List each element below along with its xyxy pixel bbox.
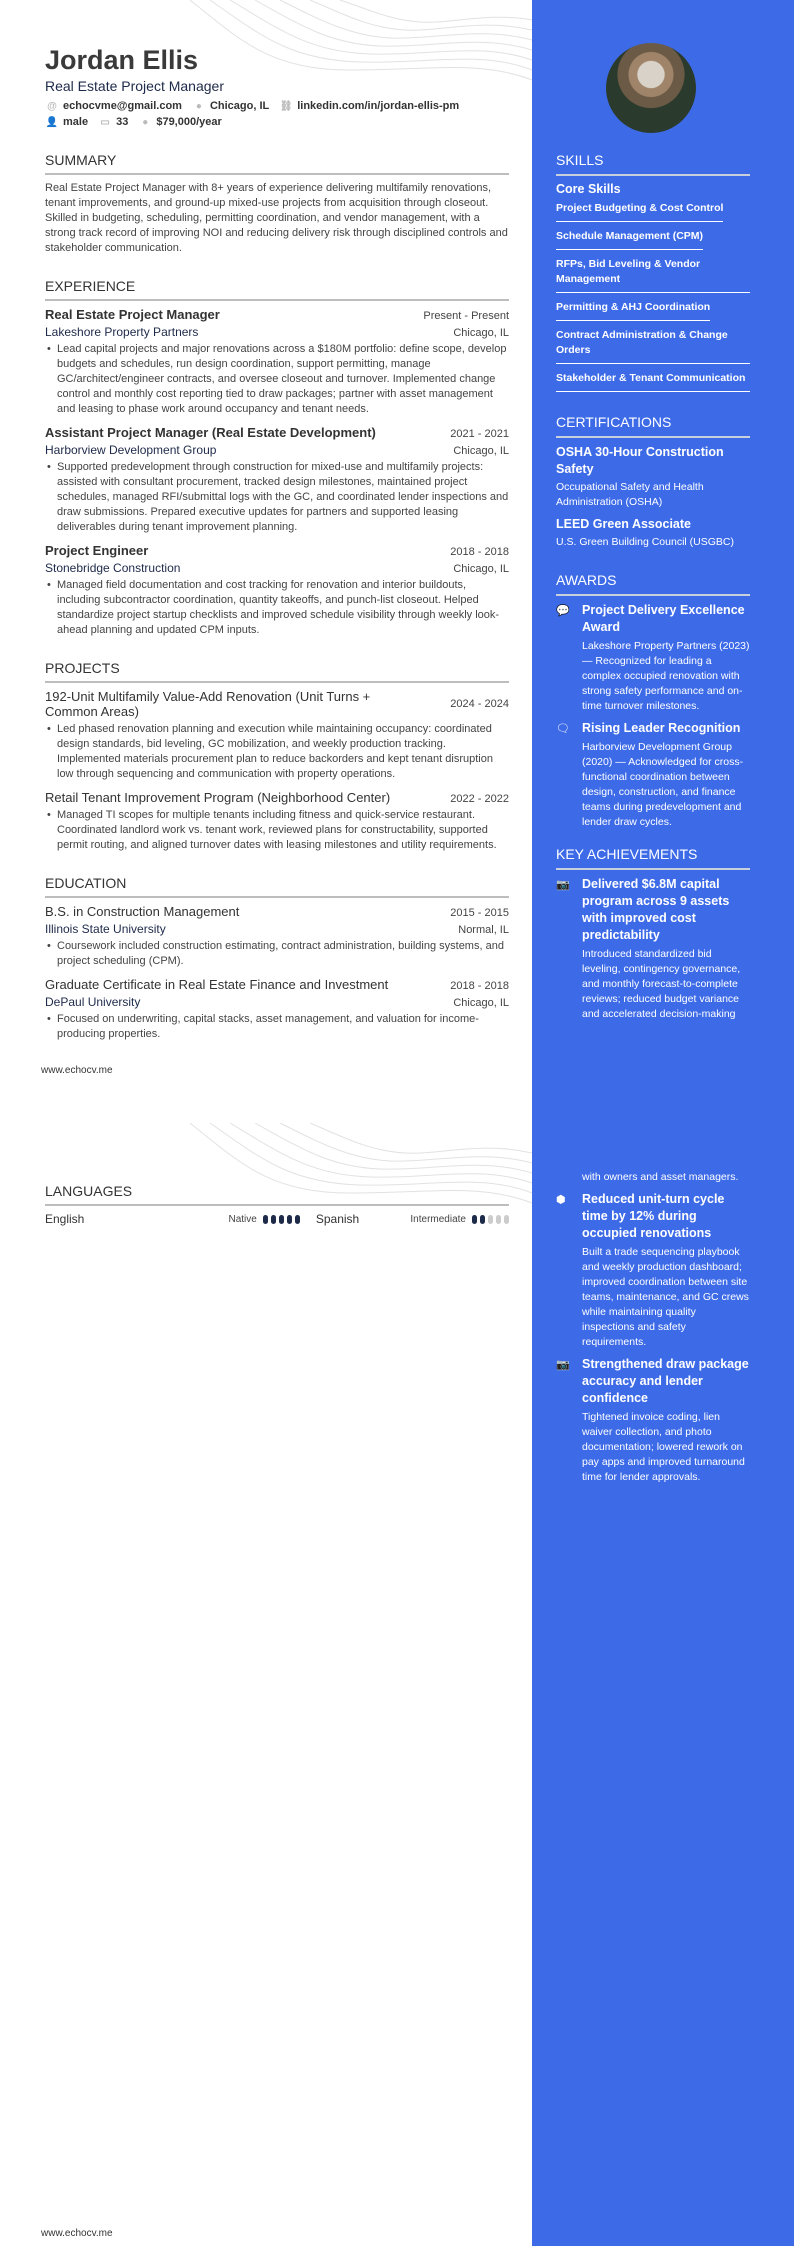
contact-row-1 [45, 100, 509, 112]
school-location: Chicago, IL [453, 997, 509, 1009]
job-bullet: • Lead capital projects and major renovations across a $180M portfolio: define scope, develop budgets and schedules, run design coordination, support permitting, manage GC/architect/engineer contracts, and oversee closeout and turnover. Implemented change control and monthly cost reporting tied to draw packages; partner with asset management and leasing to phase work around occupancy and tenant needs. [45, 342, 509, 417]
project-bullet: • Led phased renovation planning and execution while maintaining occupancy: coordinated design standards, bid leveling, GC mobilization, and weekly production tracking. Implemented materials procurement plan to reduce backorders and kept tenant disruption low through sequencing and communication with property operations. [45, 722, 509, 782]
rating-dot [480, 1215, 485, 1224]
cert-org: Occupational Safety and Health Administration (OSHA) [556, 481, 704, 508]
job-location: Chicago, IL [453, 327, 509, 339]
job-title: Real Estate Project Manager [45, 307, 220, 322]
rating-dot [271, 1215, 276, 1224]
achievement-desc: Built a trade sequencing playbook and weekly production dashboard; improved coordination between site teams, maintenance, and GC crews while maintaining quality inspections and safety requirements. [582, 1246, 749, 1348]
experience-entry [45, 307, 509, 417]
chat-bubble-icon: 🗨 [556, 723, 570, 735]
at-icon: @ [47, 100, 57, 112]
language-rating [263, 1215, 300, 1224]
award-desc: Lakeshore Property Partners (2023) — Recognized for leading a complex occupied renovation with strong safety performance and on-time turnover milestones. [582, 640, 750, 712]
skills-list [556, 198, 750, 396]
salary: $79,000/year [156, 116, 222, 128]
experience-entry [45, 425, 509, 535]
camera-icon: 📷 [556, 1359, 570, 1371]
calendar-icon: ▭ [100, 116, 110, 128]
company: Harborview Development Group [45, 443, 217, 457]
certifications-section [556, 414, 750, 550]
achievements-heading: KEY ACHIEVEMENTS [556, 846, 750, 870]
person-icon: 👤 [45, 116, 59, 128]
education-entry [45, 977, 509, 1042]
footer-link[interactable]: www.echocv.me [41, 2228, 113, 2239]
achievement-item [556, 1356, 750, 1485]
degree: Graduate Certificate in Real Estate Finance and Investment [45, 977, 389, 992]
gender: male [63, 116, 89, 128]
language-level: Intermediate [410, 1213, 466, 1225]
company: Stonebridge Construction [45, 561, 181, 575]
school: DePaul University [45, 995, 141, 1009]
achievement-item [556, 1191, 750, 1350]
rating-dot [279, 1215, 284, 1224]
rating-dot [472, 1215, 477, 1224]
awards-section [556, 572, 750, 830]
education-section [45, 875, 509, 1042]
experience-heading: EXPERIENCE [45, 278, 509, 301]
job-dates: 2021 - 2021 [450, 428, 509, 440]
job-bullet: • Managed field documentation and cost tracking for renovation and interior buildouts, including subcontractor coordination, quantity takeoffs, and punch-list closeout. Helped standardize project startup checklists and improved schedule visibility through weekly look-ahead planning and updated CPM inputs. [45, 578, 509, 638]
chat-bubbles-icon: 💬 [556, 605, 570, 617]
project-entry [45, 790, 509, 853]
achievement-item [556, 876, 750, 1022]
project-dates: 2022 - 2022 [450, 793, 509, 805]
skills-group: Core Skills [556, 182, 621, 196]
rating-dot [287, 1215, 292, 1224]
award-title: Project Delivery Excellence Award [582, 603, 745, 634]
experience-entry [45, 543, 509, 638]
link-icon: ⛓ [279, 100, 293, 112]
experience-section [45, 278, 509, 638]
job-dates: Present - Present [423, 310, 509, 322]
school-location: Normal, IL [458, 924, 509, 936]
job-location: Chicago, IL [453, 563, 509, 575]
summary-heading: SUMMARY [45, 152, 509, 175]
candidate-title: Real Estate Project Manager [45, 78, 224, 94]
skill-item: Project Budgeting & Cost Control [556, 198, 723, 222]
skill-item: Contract Administration & Change Orders [556, 325, 750, 364]
project-dates: 2024 - 2024 [450, 698, 509, 710]
rating-dot [504, 1215, 509, 1224]
project-entry [45, 689, 509, 782]
award-desc: Harborview Development Group (2020) — Acknowledged for cross-functional coordination between design, construction, and finance teams during predevelopment and lender draw cycles. [582, 741, 744, 828]
achievement-desc: Introduced standardized bid leveling, contingency governance, and monthly forecast-to-complete reviews; reduced budget variance and accelerated decision-making [582, 948, 741, 1020]
projects-heading: PROJECTS [45, 660, 509, 683]
job-dates: 2018 - 2018 [450, 546, 509, 558]
project-bullet: • Managed TI scopes for multiple tenants including fitness and quick-service restaurant. Coordinated landlord work vs. tenant work, reviewed plans for constructability, supported permit routing, and aligned turnover dates with leasing milestones and utility requirements. [45, 808, 509, 853]
skill-item: Stakeholder & Tenant Communication [556, 368, 750, 392]
cert-org: U.S. Green Building Council (USGBC) [556, 536, 734, 548]
location-pin-icon: ● [195, 100, 202, 112]
achievements-section [556, 846, 750, 1022]
language-level: Native [228, 1213, 257, 1225]
cert-title: OSHA 30-Hour Construction Safety [556, 445, 724, 476]
skill-item: Schedule Management (CPM) [556, 226, 703, 250]
rating-dot [488, 1215, 493, 1224]
project-title: 192-Unit Multifamily Value-Add Renovation (Unit Turns + Common Areas) [45, 689, 371, 719]
profile-photo [606, 43, 696, 133]
languages-row [45, 1212, 509, 1226]
skill-item: RFPs, Bid Leveling & Vendor Management [556, 254, 750, 293]
achievement-desc-continued: with owners and asset managers. [582, 1171, 739, 1183]
achievement-title: Delivered $6.8M capital program across 9 assets with improved cost predictability [582, 877, 730, 942]
cube-icon: ⬢ [556, 1194, 566, 1206]
education-bullet: • Coursework included construction estimating, contract administration, building systems, and project scheduling (CPM). [45, 939, 509, 969]
job-title: Assistant Project Manager (Real Estate Development) [45, 425, 376, 440]
language-rating [472, 1215, 509, 1224]
education-entry [45, 904, 509, 969]
rating-dot [295, 1215, 300, 1224]
education-dates: 2018 - 2018 [450, 980, 509, 992]
footer-link[interactable]: www.echocv.me [41, 1065, 113, 1076]
candidate-name: Jordan Ellis [45, 45, 199, 75]
location: Chicago, IL [209, 100, 270, 112]
job-title: Project Engineer [45, 543, 149, 558]
awards-heading: AWARDS [556, 572, 750, 596]
award-title: Rising Leader Recognition [582, 721, 741, 735]
language-name: English [45, 1212, 85, 1226]
linkedin-link[interactable]: linkedin.com/in/jordan-ellis-pm [297, 100, 460, 112]
rating-dot [496, 1215, 501, 1224]
project-title: Retail Tenant Improvement Program (Neighborhood Center) [45, 790, 391, 805]
job-bullet: • Supported predevelopment through construction for mixed-use and multifamily projects: assisted with consultant procurement, tracked design milestones, maintained project schedules, managed RFI/submittal logs with the GC, and coordinated lender inspections and draw submissions. Prepared executive updates for partners and supported leasing deliverables during tenant improvement planning. [45, 460, 509, 535]
email[interactable]: echocvme@gmail.com [63, 100, 182, 112]
achievement-desc: Tightened invoice coding, lien waiver collection, and photo documentation; lowered rework on pay apps and improved turnaround time for lender approvals. [582, 1411, 745, 1483]
achievement-title: Strengthened draw package accuracy and lender confidence [582, 1357, 749, 1405]
certifications-heading: CERTIFICATIONS [556, 414, 750, 438]
projects-section [45, 660, 509, 853]
summary-text: Real Estate Project Manager with 8+ years of experience delivering multifamily renovations, tenant improvements, and ground-up mixed-use projects from acquisition through closeout. Skilled in budgeting, scheduling, permitting coordination, and vendor management, with a strong track record of improving NOI and reducing delivery risk through disciplined controls and stakeholder communication. [45, 182, 508, 254]
education-heading: EDUCATION [45, 875, 509, 898]
language-name: Spanish [315, 1212, 360, 1226]
languages-heading: LANGUAGES [45, 1183, 509, 1206]
education-bullet: • Focused on underwriting, capital stacks, asset management, and valuation for income-producing properties. [45, 1012, 509, 1042]
skill-item: Permitting & AHJ Coordination [556, 297, 710, 321]
school: Illinois State University [45, 922, 166, 936]
languages-section [45, 1183, 509, 1226]
award-item [556, 602, 750, 714]
degree: B.S. in Construction Management [45, 904, 240, 919]
rating-dot [263, 1215, 268, 1224]
achievement-title: Reduced unit-turn cycle time by 12% during occupied renovations [582, 1192, 725, 1240]
job-location: Chicago, IL [453, 445, 509, 457]
cert-title: LEED Green Associate [556, 517, 692, 531]
camera-icon: 📷 [556, 879, 570, 891]
award-item [556, 720, 750, 830]
age: 33 [116, 116, 129, 128]
money-icon: ● [142, 116, 149, 128]
company: Lakeshore Property Partners [45, 325, 199, 339]
skills-heading: SKILLS [556, 152, 750, 176]
page-2 [0, 1123, 794, 2246]
education-dates: 2015 - 2015 [450, 907, 509, 919]
contact-row-2 [45, 116, 509, 128]
summary-section [45, 152, 509, 256]
